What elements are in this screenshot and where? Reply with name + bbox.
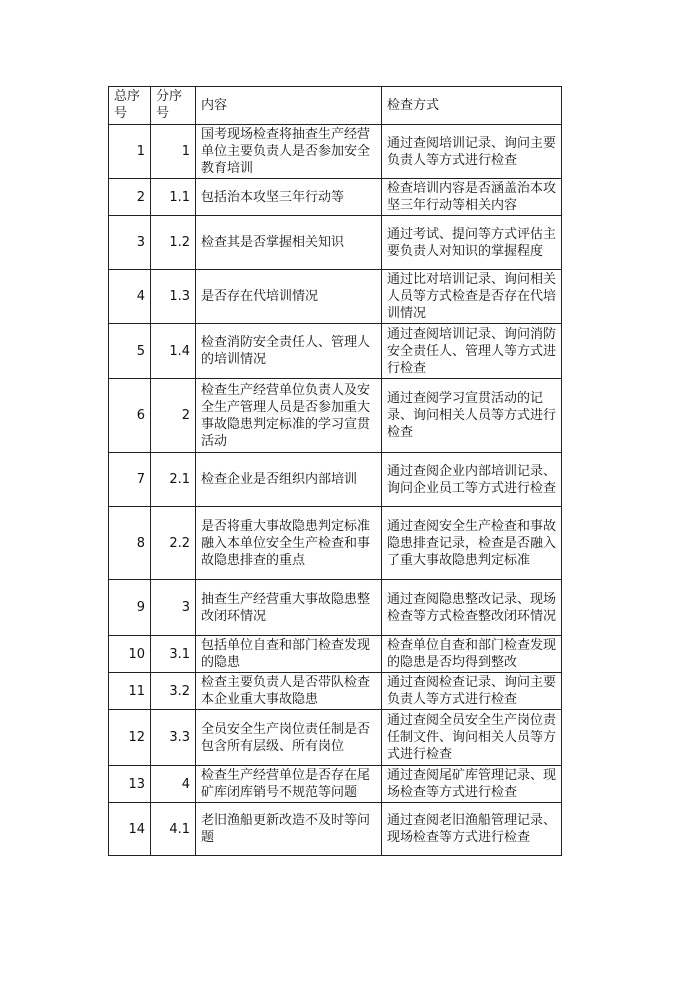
total-seq-cell: 14 xyxy=(109,803,151,856)
sub-seq-cell: 3.2 xyxy=(151,673,196,710)
table-row xyxy=(109,216,562,270)
total-seq-cell: 2 xyxy=(109,179,151,216)
table-row xyxy=(109,766,562,803)
table-row xyxy=(109,453,562,507)
method-cell: 通过查阅企业内部培训记录、询问企业员工等方式进行检查 xyxy=(382,453,562,507)
sub-seq-cell: 1.2 xyxy=(151,216,196,270)
sub-seq-cell: 2.2 xyxy=(151,507,196,580)
method-cell: 通过查阅学习宣贯活动的记录、询问相关人员等方式进行检查 xyxy=(382,379,562,453)
content-cell: 抽查生产经营重大事故隐患整改闭环情况 xyxy=(196,580,382,636)
sub-seq-cell: 2.1 xyxy=(151,453,196,507)
header-total-seq: 总序号 xyxy=(109,87,151,125)
total-seq-cell: 1 xyxy=(109,125,151,179)
method-cell: 通过查阅尾矿库管理记录、现场检查等方式进行检查 xyxy=(382,766,562,803)
table-row xyxy=(109,324,562,379)
header-row xyxy=(109,87,562,125)
method-cell: 通过查阅培训记录、询问消防安全责任人、管理人等方式进行检查 xyxy=(382,324,562,379)
content-cell: 检查企业是否组织内部培训 xyxy=(196,453,382,507)
content-cell: 全员安全生产岗位责任制是否包含所有层级、所有岗位 xyxy=(196,710,382,766)
method-cell: 通过查阅老旧渔船管理记录、现场检查等方式进行检查 xyxy=(382,803,562,856)
sub-seq-cell: 1 xyxy=(151,125,196,179)
method-cell: 检查单位自查和部门检查发现的隐患是否均得到整改 xyxy=(382,636,562,673)
method-cell: 通过查阅隐患整改记录、现场检查等方式检查整改闭环情况 xyxy=(382,580,562,636)
content-cell: 国考现场检查将抽查生产经营单位主要负责人是否参加安全教育培训 xyxy=(196,125,382,179)
total-seq-cell: 13 xyxy=(109,766,151,803)
content-cell: 是否将重大事故隐患判定标准融入本单位安全生产检查和事故隐患排查的重点 xyxy=(196,507,382,580)
sub-seq-cell: 4 xyxy=(151,766,196,803)
header-content: 内容 xyxy=(196,87,382,125)
total-seq-cell: 6 xyxy=(109,379,151,453)
header-sub-seq: 分序号 xyxy=(151,87,196,125)
table-row xyxy=(109,580,562,636)
sub-seq-cell: 1.4 xyxy=(151,324,196,379)
content-cell: 老旧渔船更新改造不及时等问题 xyxy=(196,803,382,856)
sub-seq-cell: 4.1 xyxy=(151,803,196,856)
inspection-table xyxy=(108,86,562,856)
table-row xyxy=(109,636,562,673)
sub-seq-cell: 1.3 xyxy=(151,270,196,324)
method-cell: 检查培训内容是否涵盖治本攻坚三年行动等相关内容 xyxy=(382,179,562,216)
sub-seq-cell: 2 xyxy=(151,379,196,453)
content-cell: 包括治本攻坚三年行动等 xyxy=(196,179,382,216)
method-cell: 通过查阅全员安全生产岗位责任制文件、询问相关人员等方式进行检查 xyxy=(382,710,562,766)
sub-seq-cell: 3.3 xyxy=(151,710,196,766)
total-seq-cell: 4 xyxy=(109,270,151,324)
content-cell: 检查其是否掌握相关知识 xyxy=(196,216,382,270)
method-cell: 通过考试、提问等方式评估主要负责人对知识的掌握程度 xyxy=(382,216,562,270)
table-row xyxy=(109,673,562,710)
total-seq-cell: 9 xyxy=(109,580,151,636)
table-row xyxy=(109,507,562,580)
table-row xyxy=(109,379,562,453)
table-row xyxy=(109,803,562,856)
table-row xyxy=(109,270,562,324)
table-row xyxy=(109,125,562,179)
content-cell: 包括单位自查和部门检查发现的隐患 xyxy=(196,636,382,673)
sub-seq-cell: 3 xyxy=(151,580,196,636)
content-cell: 是否存在代培训情况 xyxy=(196,270,382,324)
content-cell: 检查生产经营单位负责人及安全生产管理人员是否参加重大事故隐患判定标准的学习宣贯活动 xyxy=(196,379,382,453)
table-row xyxy=(109,710,562,766)
method-cell: 通过查阅培训记录、询问主要负责人等方式进行检查 xyxy=(382,125,562,179)
table-row xyxy=(109,179,562,216)
content-cell: 检查主要负责人是否带队检查本企业重大事故隐患 xyxy=(196,673,382,710)
method-cell: 通过比对培训记录、询问相关人员等方式检查是否存在代培训情况 xyxy=(382,270,562,324)
method-cell: 通过查阅检查记录、询问主要负责人等方式进行检查 xyxy=(382,673,562,710)
total-seq-cell: 11 xyxy=(109,673,151,710)
total-seq-cell: 5 xyxy=(109,324,151,379)
total-seq-cell: 8 xyxy=(109,507,151,580)
total-seq-cell: 3 xyxy=(109,216,151,270)
total-seq-cell: 10 xyxy=(109,636,151,673)
sub-seq-cell: 3.1 xyxy=(151,636,196,673)
method-cell: 通过查阅安全生产检查和事故隐患排查记录，检查是否融入了重大事故隐患判定标准 xyxy=(382,507,562,580)
content-cell: 检查生产经营单位是否存在尾矿库闭库销号不规范等问题 xyxy=(196,766,382,803)
total-seq-cell: 7 xyxy=(109,453,151,507)
sub-seq-cell: 1.1 xyxy=(151,179,196,216)
header-method: 检查方式 xyxy=(382,87,562,125)
content-cell: 检查消防安全责任人、管理人的培训情况 xyxy=(196,324,382,379)
total-seq-cell: 12 xyxy=(109,710,151,766)
